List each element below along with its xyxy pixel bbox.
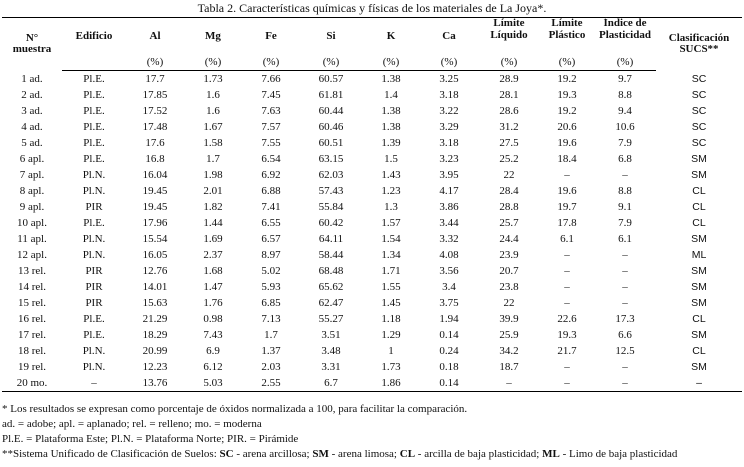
- cell-si: 60.42: [318, 217, 344, 229]
- cell-muestra: 12 apl.: [17, 249, 47, 261]
- cell-k: 1.57: [381, 217, 401, 229]
- cell-limite-liquido: 24.4: [499, 233, 519, 245]
- cell-indice-plasticidad: 7.9: [618, 217, 632, 229]
- table-row: [2, 263, 742, 279]
- cell-indice-plasticidad: –: [594, 375, 656, 392]
- cell-limite-plastico: –: [564, 281, 570, 293]
- cell-si: 61.81: [318, 89, 344, 101]
- cell-ca: 3.32: [439, 233, 459, 245]
- cell-sucs: SM: [691, 153, 707, 165]
- cell-k: 1.43: [381, 169, 401, 181]
- cell-mg: 6.9: [206, 345, 220, 357]
- cell-edificio: Pl.E.: [83, 121, 105, 133]
- cell-al: 17.6: [145, 137, 165, 149]
- cell-muestra: 20 mo.: [2, 375, 62, 392]
- col-header-fe: Fe: [242, 18, 300, 56]
- cell-edificio: PIR: [85, 201, 103, 213]
- cell-limite-plastico: 20.6: [557, 121, 577, 133]
- cell-ca: 4.08: [439, 249, 459, 261]
- cell-sucs: SM: [691, 233, 707, 245]
- cell-k: 1.29: [381, 329, 401, 341]
- cell-indice-plasticidad: –: [622, 297, 628, 309]
- cell-indice-plasticidad: –: [622, 361, 628, 373]
- cell-al: 12.23: [142, 361, 168, 373]
- cell-limite-plastico: 21.7: [557, 345, 577, 357]
- cell-al: 17.85: [142, 89, 168, 101]
- unit-edificio: [62, 55, 126, 71]
- cell-muestra: 8 apl.: [19, 185, 45, 197]
- cell-ca: 0.14: [420, 375, 478, 392]
- table-row: [2, 375, 742, 392]
- col-header-k: K: [362, 18, 420, 56]
- cell-fe: 7.55: [261, 137, 281, 149]
- cell-indice-plasticidad: 17.3: [615, 313, 635, 325]
- cell-limite-plastico: –: [564, 361, 570, 373]
- unit-al: (%): [126, 55, 184, 71]
- cell-indice-plasticidad: –: [622, 249, 628, 261]
- cell-mg: 5.03: [184, 375, 242, 392]
- cell-limite-plastico: 19.3: [557, 329, 577, 341]
- cell-limite-liquido: 27.5: [499, 137, 519, 149]
- cell-indice-plasticidad: 8.8: [618, 185, 632, 197]
- cell-ca: 3.22: [439, 105, 459, 117]
- cell-al: 17.48: [142, 121, 168, 133]
- cell-muestra: 1 ad.: [21, 72, 43, 85]
- cell-al: 12.76: [142, 265, 168, 277]
- cell-si: 68.48: [318, 265, 344, 277]
- cell-muestra: 18 rel.: [17, 345, 47, 357]
- cell-limite-liquido: 22: [503, 297, 515, 309]
- cell-ca: 3.23: [439, 153, 459, 165]
- cell-limite-liquido: 25.9: [499, 329, 519, 341]
- cell-mg: 1.6: [206, 105, 220, 117]
- units-row: [2, 55, 742, 71]
- cell-fe: 2.55: [242, 375, 300, 392]
- cell-limite-liquido: 18.7: [499, 361, 519, 373]
- cell-mg: 1.68: [203, 265, 223, 277]
- cell-limite-plastico: 18.4: [557, 153, 577, 165]
- cell-k: 1: [388, 345, 394, 357]
- cell-fe: 6.54: [261, 153, 281, 165]
- cell-ca: 3.44: [439, 217, 459, 229]
- cell-muestra: 10 apl.: [17, 217, 47, 229]
- cell-fe: 1.37: [261, 345, 281, 357]
- table-row: [2, 135, 742, 151]
- cell-fe: 6.55: [261, 217, 281, 229]
- cell-al: 17.7: [145, 73, 165, 85]
- cell-limite-liquido: 25.2: [499, 153, 519, 165]
- cell-muestra: 3 ad.: [21, 105, 43, 117]
- cell-si: 60.46: [318, 121, 344, 133]
- cell-sucs: SM: [691, 265, 707, 277]
- cell-mg: 1.47: [203, 281, 223, 293]
- col-header-limite-plastico: Límite Plástico: [540, 18, 594, 56]
- cell-limite-liquido: 28.1: [499, 89, 519, 101]
- cell-mg: 1.44: [203, 217, 223, 229]
- cell-muestra: 17 rel.: [17, 329, 47, 341]
- cell-muestra: 4 ad.: [21, 121, 43, 133]
- cell-si: 58.44: [318, 249, 344, 261]
- cell-mg: 2.01: [203, 185, 223, 197]
- cell-al: 17.52: [142, 105, 168, 117]
- cell-ca: 4.17: [439, 185, 459, 197]
- cell-ca: 3.86: [439, 201, 459, 213]
- cell-k: 1.3: [384, 201, 398, 213]
- cell-muestra: 9 apl.: [19, 201, 45, 213]
- cell-sucs: SM: [691, 361, 707, 373]
- cell-limite-liquido: 20.7: [499, 265, 519, 277]
- cell-limite-plastico: 19.2: [557, 105, 577, 117]
- cell-k: 1.39: [381, 137, 401, 149]
- cell-fe: 6.57: [261, 233, 281, 245]
- col-header-al: Al: [126, 18, 184, 56]
- footnote-abbreviations: ad. = adobe; apl. = aplanado; rel. = relleno; mo. = moderna: [2, 418, 262, 430]
- cell-k: 1.23: [381, 185, 401, 197]
- cell-al: 15.54: [142, 233, 168, 245]
- col-header-indice-plasticidad: Índice de Plasticidad: [594, 18, 656, 56]
- col-header-edificio: Edificio: [62, 18, 126, 56]
- cell-indice-plasticidad: 6.6: [618, 329, 632, 341]
- cell-indice-plasticidad: 9.7: [618, 73, 632, 85]
- cell-fe: 7.66: [261, 73, 281, 85]
- table-row: [2, 295, 742, 311]
- cell-k: 1.71: [381, 265, 401, 277]
- cell-si: 3.51: [321, 329, 341, 341]
- cell-mg: 1.6: [206, 89, 220, 101]
- cell-k: 1.54: [381, 233, 401, 245]
- cell-si: 57.43: [318, 185, 344, 197]
- cell-mg: 1.73: [203, 73, 223, 85]
- cell-limite-plastico: 19.3: [557, 89, 577, 101]
- table-row: [2, 279, 742, 295]
- cell-limite-plastico: –: [564, 297, 570, 309]
- cell-limite-plastico: 19.7: [557, 201, 577, 213]
- col-header-limite-liquido: Límite Líquido: [478, 18, 540, 56]
- cell-indice-plasticidad: 7.9: [618, 137, 632, 149]
- cell-edificio: Pl.E.: [83, 217, 105, 229]
- cell-limite-plastico: 19.6: [557, 137, 577, 149]
- cell-mg: 2.37: [203, 249, 223, 261]
- header-row: [2, 18, 742, 56]
- cell-mg: 7.43: [203, 329, 223, 341]
- footnote-sucs: **Sistema Unificado de Clasificación de Suelos: SC - arena arcillosa; SM - arena limosa; CL - arcilla de baja plasticidad; ML - Limo de baja plasticidad: [2, 448, 678, 460]
- cell-indice-plasticidad: 8.8: [618, 89, 632, 101]
- cell-limite-plastico: 19.2: [557, 73, 577, 85]
- cell-sucs: SM: [691, 281, 707, 293]
- cell-limite-liquido: 23.9: [499, 249, 519, 261]
- cell-si: 62.47: [318, 297, 344, 309]
- cell-si: 60.57: [318, 73, 344, 85]
- cell-mg: 1.7: [206, 153, 220, 165]
- unit-indice-plasticidad: (%): [594, 55, 656, 71]
- cell-al: 17.96: [142, 217, 168, 229]
- cell-muestra: 13 rel.: [17, 265, 47, 277]
- cell-si: 64.11: [318, 233, 344, 245]
- table-row: [2, 343, 742, 359]
- cell-k: 1.18: [381, 313, 401, 325]
- col-header-si: Si: [300, 18, 362, 56]
- cell-k: 1.38: [381, 73, 401, 85]
- cell-limite-liquido: 28.4: [499, 185, 519, 197]
- cell-limite-liquido: 28.9: [499, 73, 519, 85]
- table-footnotes: [2, 402, 744, 462]
- cell-indice-plasticidad: 6.1: [618, 233, 632, 245]
- cell-ca: 3.25: [439, 73, 459, 85]
- cell-limite-liquido: –: [478, 375, 540, 392]
- cell-limite-plastico: 19.6: [557, 185, 577, 197]
- cell-mg: 0.98: [203, 313, 223, 325]
- cell-indice-plasticidad: 9.4: [618, 105, 632, 117]
- cell-limite-plastico: –: [564, 265, 570, 277]
- unit-limite-plastico: (%): [540, 55, 594, 71]
- table-row: [2, 311, 742, 327]
- cell-ca: 3.18: [439, 137, 459, 149]
- cell-mg: 1.98: [203, 169, 223, 181]
- cell-indice-plasticidad: 10.6: [615, 121, 635, 133]
- cell-ca: 1.94: [439, 313, 459, 325]
- cell-fe: 6.88: [261, 185, 281, 197]
- unit-mg: (%): [184, 55, 242, 71]
- cell-ca: 0.18: [439, 361, 459, 373]
- cell-ca: 0.24: [439, 345, 459, 357]
- cell-indice-plasticidad: –: [622, 169, 628, 181]
- cell-indice-plasticidad: –: [622, 281, 628, 293]
- table-row: [2, 119, 742, 135]
- cell-si: 63.15: [318, 153, 344, 165]
- cell-sucs: CL: [692, 185, 706, 197]
- cell-muestra: 14 rel.: [17, 281, 47, 293]
- cell-mg: 1.76: [203, 297, 223, 309]
- cell-al: 16.8: [145, 153, 165, 165]
- cell-sucs: CL: [692, 217, 706, 229]
- table-row: [2, 327, 742, 343]
- footnote-results: * Los resultados se expresan como porcentaje de óxidos normalizada a 100, para facilitar la comparación.: [2, 403, 468, 415]
- cell-limite-plastico: 17.8: [557, 217, 577, 229]
- cell-si: 65.62: [318, 281, 344, 293]
- cell-indice-plasticidad: 12.5: [615, 345, 635, 357]
- cell-edificio: PIR: [85, 265, 103, 277]
- table-row: [2, 215, 742, 231]
- cell-mg: 1.82: [203, 201, 223, 213]
- cell-edificio: Pl.N.: [82, 345, 106, 357]
- cell-fe: 7.45: [261, 89, 281, 101]
- col-header-muestra: N° muestra: [2, 18, 62, 71]
- cell-ca: 3.56: [439, 265, 459, 277]
- table-row: [2, 359, 742, 375]
- cell-edificio: Pl.E.: [83, 105, 105, 117]
- cell-al: 18.29: [142, 329, 168, 341]
- cell-ca: 3.18: [439, 89, 459, 101]
- cell-indice-plasticidad: 6.8: [618, 153, 632, 165]
- cell-ca: 3.4: [442, 281, 456, 293]
- cell-edificio: Pl.N.: [82, 185, 106, 197]
- cell-edificio: Pl.E.: [83, 153, 105, 165]
- cell-muestra: 15 rel.: [17, 297, 47, 309]
- cell-fe: 6.92: [261, 169, 281, 181]
- cell-indice-plasticidad: 9.1: [618, 201, 632, 213]
- cell-al: 15.63: [142, 297, 168, 309]
- cell-indice-plasticidad: –: [622, 265, 628, 277]
- cell-mg: 1.69: [203, 233, 223, 245]
- cell-si: 3.31: [321, 361, 341, 373]
- col-header-ca: Ca: [420, 18, 478, 56]
- cell-muestra: 19 rel.: [17, 361, 47, 373]
- cell-k: 1.38: [381, 121, 401, 133]
- cell-edificio: Pl.E.: [83, 329, 105, 341]
- table-body: [2, 71, 742, 392]
- cell-mg: 1.58: [203, 137, 223, 149]
- cell-fe: 8.97: [261, 249, 281, 261]
- col-header-sucs: Clasificación SUCS**: [656, 18, 742, 71]
- cell-al: 16.04: [142, 169, 168, 181]
- cell-k: 1.73: [381, 361, 401, 373]
- cell-k: 1.4: [384, 89, 398, 101]
- cell-limite-liquido: 31.2: [499, 121, 519, 133]
- cell-limite-plastico: –: [564, 169, 570, 181]
- unit-limite-liquido: (%): [478, 55, 540, 71]
- cell-sucs: CL: [692, 313, 706, 325]
- cell-fe: 6.85: [261, 297, 281, 309]
- cell-limite-liquido: 25.7: [499, 217, 519, 229]
- cell-si: 62.03: [318, 169, 344, 181]
- cell-limite-plastico: 22.6: [557, 313, 577, 325]
- cell-edificio: Pl.E.: [83, 313, 105, 325]
- cell-limite-liquido: 34.2: [499, 345, 519, 357]
- cell-sucs: SM: [691, 297, 707, 309]
- unit-ca: (%): [420, 55, 478, 71]
- cell-si: 3.48: [321, 345, 341, 357]
- cell-edificio: PIR: [85, 281, 103, 293]
- cell-sucs: SM: [691, 169, 707, 181]
- table-row: [2, 167, 742, 183]
- cell-sucs: SC: [691, 121, 707, 133]
- cell-sucs: SM: [691, 329, 707, 341]
- table-row: [2, 199, 742, 215]
- cell-al: 16.05: [142, 249, 168, 261]
- cell-edificio: Pl.E.: [83, 73, 105, 85]
- cell-fe: 7.57: [261, 121, 281, 133]
- cell-k: 1.86: [362, 375, 420, 392]
- cell-fe: 5.93: [261, 281, 281, 293]
- table-caption: Tabla 2. Características químicas y físicas de los materiales de La Joya*.: [197, 1, 547, 15]
- cell-sucs: CL: [692, 201, 706, 213]
- cell-limite-liquido: 28.8: [499, 201, 519, 213]
- cell-si: 55.27: [318, 313, 344, 325]
- cell-k: 1.5: [384, 153, 398, 165]
- cell-k: 1.34: [381, 249, 401, 261]
- cell-limite-plastico: –: [564, 249, 570, 261]
- cell-limite-liquido: 28.6: [499, 105, 519, 117]
- cell-sucs: SC: [691, 72, 707, 85]
- cell-fe: 5.02: [261, 265, 281, 277]
- unit-fe: (%): [242, 55, 300, 71]
- cell-k: 1.38: [381, 105, 401, 117]
- table-row: [2, 71, 742, 88]
- cell-edificio: Pl.N.: [82, 361, 106, 373]
- cell-limite-liquido: 22: [503, 169, 515, 181]
- cell-limite-liquido: 23.8: [499, 281, 519, 293]
- table-row: [2, 103, 742, 119]
- cell-fe: 7.63: [261, 105, 281, 117]
- cell-al: 19.45: [142, 185, 168, 197]
- cell-fe: 2.03: [261, 361, 281, 373]
- cell-edificio: Pl.N.: [82, 249, 106, 261]
- table-row: [2, 183, 742, 199]
- cell-k: 1.45: [381, 297, 401, 309]
- cell-sucs: SC: [691, 89, 707, 101]
- cell-sucs: ML: [691, 249, 707, 261]
- footnote-buildings: Pl.E. = Plataforma Este; Pl.N. = Plataforma Norte; PIR. = Pirámide: [2, 433, 299, 445]
- cell-edificio: Pl.N.: [82, 233, 106, 245]
- cell-sucs: SC: [691, 105, 707, 117]
- cell-muestra: 2 ad.: [21, 89, 43, 101]
- materials-table: [2, 17, 742, 392]
- cell-fe: 7.41: [261, 201, 281, 213]
- cell-edificio: Pl.N.: [82, 169, 106, 181]
- unit-si: (%): [300, 55, 362, 71]
- cell-muestra: 7 apl.: [19, 169, 45, 181]
- cell-limite-plastico: 6.1: [560, 233, 574, 245]
- table-row: [2, 231, 742, 247]
- cell-edificio: Pl.E.: [83, 137, 105, 149]
- cell-si: 60.51: [318, 137, 344, 149]
- table-row: [2, 151, 742, 167]
- cell-ca: 3.29: [439, 121, 459, 133]
- cell-ca: 3.95: [439, 169, 459, 181]
- cell-sucs: –: [656, 375, 742, 392]
- cell-sucs: SC: [691, 137, 707, 149]
- cell-limite-plastico: –: [540, 375, 594, 392]
- cell-ca: 3.75: [439, 297, 459, 309]
- table-row: [2, 87, 742, 103]
- cell-muestra: 6 apl.: [19, 153, 45, 165]
- col-header-mg: Mg: [184, 18, 242, 56]
- cell-si: 6.7: [300, 375, 362, 392]
- cell-mg: 6.12: [203, 361, 223, 373]
- table-row: [2, 247, 742, 263]
- cell-si: 60.44: [318, 105, 344, 117]
- cell-mg: 1.67: [203, 121, 223, 133]
- cell-k: 1.55: [381, 281, 401, 293]
- unit-k: (%): [362, 55, 420, 71]
- cell-al: 14.01: [142, 281, 168, 293]
- cell-al: 13.76: [126, 375, 184, 392]
- cell-muestra: 11 apl.: [17, 233, 47, 245]
- cell-edificio: –: [62, 375, 126, 392]
- cell-fe: 1.7: [264, 329, 278, 341]
- cell-al: 20.99: [142, 345, 168, 357]
- cell-sucs: CL: [692, 345, 706, 357]
- cell-muestra: 5 ad.: [21, 137, 43, 149]
- cell-limite-liquido: 39.9: [499, 313, 519, 325]
- cell-al: 21.29: [142, 313, 168, 325]
- cell-ca: 0.14: [439, 329, 459, 341]
- cell-fe: 7.13: [261, 313, 281, 325]
- cell-edificio: PIR: [85, 297, 103, 309]
- cell-edificio: Pl.E.: [83, 89, 105, 101]
- cell-al: 19.45: [142, 201, 168, 213]
- cell-si: 55.84: [318, 201, 344, 213]
- cell-muestra: 16 rel.: [17, 313, 47, 325]
